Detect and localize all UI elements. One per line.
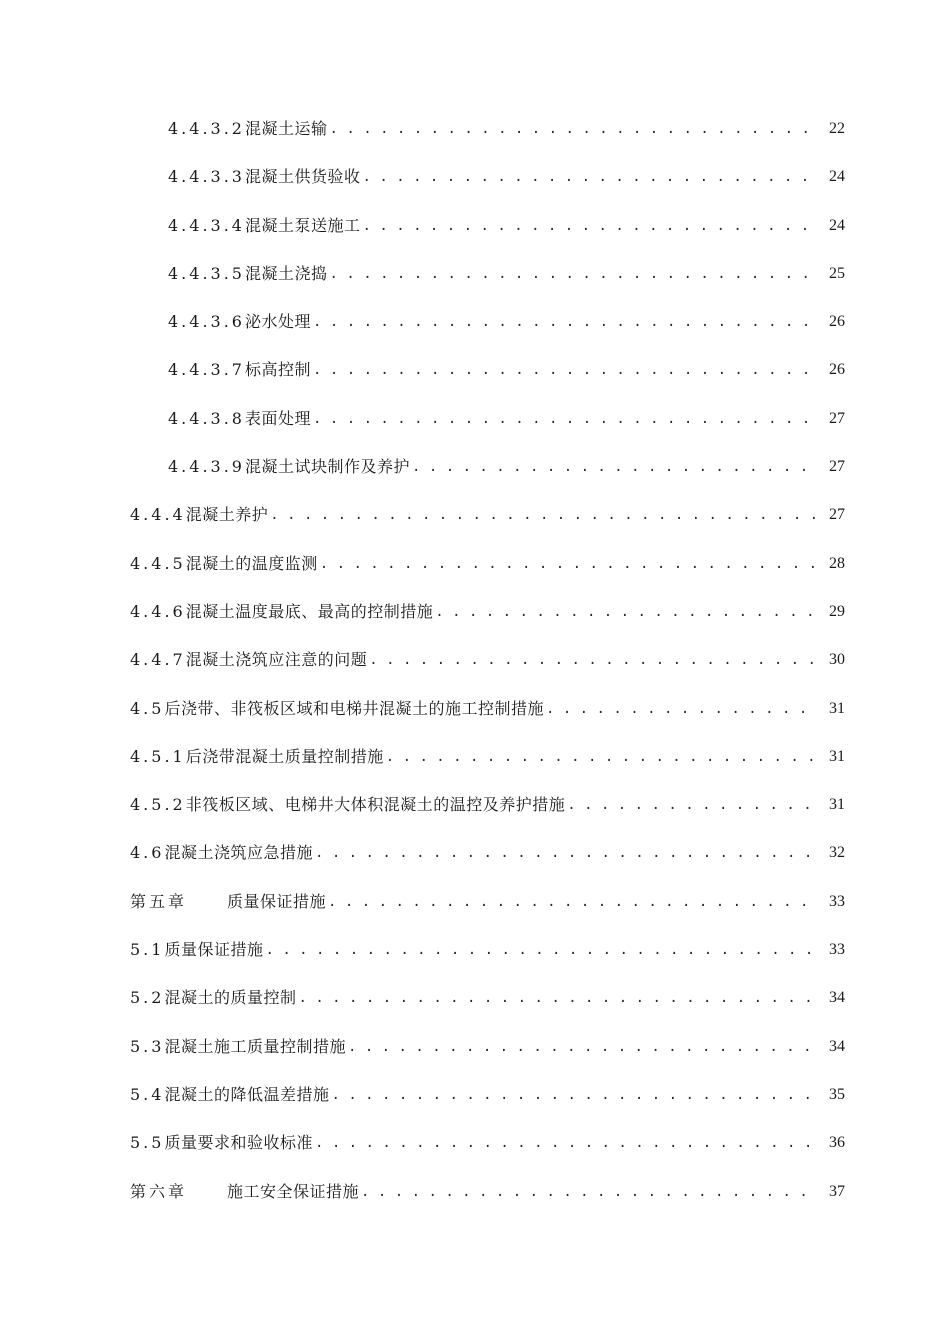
toc-entry-number: 4.4.6 — [130, 601, 186, 621]
toc-entry[interactable] — [0, 1130, 950, 1178]
toc-page-number: 26 — [829, 361, 845, 379]
toc-entry-title: 标高控制 — [244, 360, 311, 380]
toc-entry-title: 混凝土的质量控制 — [164, 988, 297, 1008]
toc-page-number: 35 — [829, 1085, 845, 1103]
toc-entry-number: 5.1 — [130, 940, 165, 960]
toc-entry-number: 5.3 — [130, 1036, 165, 1056]
toc-page-number: 25 — [829, 264, 845, 282]
toc-entry-number: 5.5 — [130, 1133, 165, 1153]
toc-page-number: 24 — [829, 216, 845, 234]
toc-page-number: 27 — [829, 506, 845, 524]
toc-entry[interactable] — [0, 599, 950, 647]
toc-dot-leader — [265, 937, 817, 963]
toc-page-number: 28 — [829, 554, 845, 572]
toc-entry[interactable] — [0, 164, 950, 212]
toc-page-number: 34 — [829, 1037, 845, 1055]
toc-entry[interactable] — [0, 1034, 950, 1082]
toc-entry-label — [130, 792, 565, 818]
toc-dot-leader — [270, 502, 817, 528]
toc-entry-title: 质量保证措施 — [164, 940, 264, 960]
toc-page-number: 34 — [829, 989, 845, 1007]
toc-dot-leader — [361, 1179, 817, 1205]
toc-entry[interactable] — [0, 840, 950, 888]
toc-dot-leader — [412, 454, 817, 480]
toc-entry-number: 第五章 — [130, 891, 188, 911]
toc-entry-title: 混凝土试块制作及养护 — [244, 457, 410, 477]
toc-entry-label — [168, 454, 410, 480]
toc-dot-leader — [331, 1082, 817, 1108]
toc-entry-label — [130, 744, 384, 770]
toc-dot-leader — [315, 840, 817, 866]
toc-entry-label — [130, 937, 263, 963]
toc-entry-label — [130, 599, 433, 625]
toc-page-number: 36 — [829, 1134, 845, 1152]
toc-entry-title: 混凝土浇筑应注意的问题 — [185, 650, 368, 670]
toc-entry[interactable] — [0, 116, 950, 164]
toc-entry-number: 第六章 — [130, 1181, 188, 1201]
toc-entry-title: 质量要求和验收标准 — [164, 1133, 313, 1153]
toc-dot-leader — [435, 599, 817, 625]
toc-page-number: 29 — [829, 602, 845, 620]
toc-entry-number: 4.5 — [130, 698, 165, 718]
toc-entry[interactable] — [0, 502, 950, 550]
toc-entry-title: 泌水处理 — [244, 312, 311, 332]
toc-entry-label — [168, 261, 328, 287]
toc-entry-label — [130, 696, 544, 722]
toc-entry-title: 质量保证措施 — [227, 891, 327, 911]
toc-dot-leader — [328, 889, 817, 915]
toc-entry-number: 4.4.3.7 — [168, 360, 245, 380]
toc-entry-number: 4.6 — [130, 843, 165, 863]
toc-entry-label — [130, 1179, 359, 1205]
toc-entry-title: 混凝土运输 — [244, 119, 328, 138]
toc-entry[interactable] — [0, 551, 950, 599]
toc-page-number: 24 — [829, 168, 845, 186]
toc-entry-number: 4.4.3.2 — [168, 119, 245, 138]
toc-entry-number: 4.4.3.6 — [168, 312, 245, 332]
toc-entry[interactable] — [0, 889, 950, 937]
toc-entry-label — [130, 1130, 313, 1156]
toc-entry-number: 4.4.7 — [130, 650, 186, 670]
toc-entry-number: 4.4.3.5 — [168, 263, 245, 283]
toc-entry-label — [168, 309, 311, 335]
toc-entry[interactable] — [0, 937, 950, 985]
toc-entry-label — [130, 647, 367, 673]
toc-entry-number: 4.5.1 — [130, 746, 186, 766]
toc-entry-number: 4.4.3.8 — [168, 408, 245, 428]
toc-entry-title: 混凝土的温度监测 — [185, 553, 318, 573]
toc-entry-number: 4.4.3.9 — [168, 457, 245, 477]
toc-entry-title: 混凝土养护 — [185, 505, 269, 525]
toc-entry-title: 施工安全保证措施 — [227, 1181, 360, 1201]
toc-entry-number: 4.4.4 — [130, 505, 186, 525]
toc-entry[interactable] — [0, 357, 950, 405]
toc-dot-leader — [348, 1034, 817, 1060]
toc-entry-title: 表面处理 — [244, 408, 311, 428]
toc-page-number: 30 — [829, 651, 845, 669]
toc-dot-leader — [546, 696, 817, 722]
toc-entry-number: 4.4.5 — [130, 553, 186, 573]
toc-entry-label — [130, 551, 318, 577]
toc-entry-number: 4.5.2 — [130, 795, 186, 815]
toc-entry[interactable] — [0, 261, 950, 309]
toc-dot-leader — [567, 792, 817, 818]
toc-entry-label — [130, 985, 296, 1011]
toc-dot-leader — [369, 647, 817, 673]
toc-page-number: 27 — [829, 458, 845, 476]
toc-entry-title: 混凝土泵送施工 — [244, 215, 361, 235]
toc-page-number: 33 — [829, 892, 845, 910]
toc-dot-leader — [313, 309, 817, 335]
table-of-contents — [0, 116, 950, 1227]
toc-entry-label — [130, 502, 268, 528]
toc-entry-label — [168, 213, 361, 239]
toc-entry[interactable] — [0, 647, 950, 695]
toc-page-number: 37 — [829, 1182, 845, 1200]
toc-dot-leader — [330, 261, 818, 287]
toc-entry-label — [130, 840, 313, 866]
toc-dot-leader — [298, 985, 817, 1011]
toc-entry[interactable] — [0, 454, 950, 502]
toc-entry[interactable] — [0, 1179, 950, 1227]
toc-entry-label — [130, 1082, 329, 1108]
toc-entry-number: 5.4 — [130, 1084, 165, 1104]
toc-entry[interactable] — [0, 309, 950, 357]
toc-entry-title: 后浇带、非筏板区域和电梯井混凝土的施工控制措施 — [164, 698, 544, 718]
toc-entry[interactable] — [0, 213, 950, 261]
toc-dot-leader — [363, 164, 818, 190]
toc-dot-leader — [313, 357, 817, 383]
toc-entry[interactable] — [0, 696, 950, 744]
toc-entry[interactable] — [0, 792, 950, 840]
toc-entry-number: 5.2 — [130, 988, 165, 1008]
toc-entry[interactable] — [0, 406, 950, 454]
toc-page-number: 32 — [829, 844, 845, 862]
toc-entry[interactable] — [0, 985, 950, 1033]
toc-dot-leader — [320, 551, 817, 577]
toc-dot-leader — [313, 406, 817, 432]
toc-entry[interactable] — [0, 744, 950, 792]
toc-dot-leader — [330, 116, 818, 142]
toc-entry-title: 混凝土供货验收 — [244, 167, 361, 187]
toc-entry-label — [168, 406, 311, 432]
toc-entry-title: 混凝土温度最底、最高的控制措施 — [185, 601, 434, 621]
toc-entry-number: 4.4.3.3 — [168, 167, 245, 187]
toc-dot-leader — [386, 744, 817, 770]
toc-dot-leader — [363, 213, 818, 239]
toc-dot-leader — [315, 1130, 817, 1156]
toc-entry-label — [168, 164, 361, 190]
toc-entry-title: 混凝土浇筑应急措施 — [164, 843, 313, 863]
toc-entry-label — [130, 889, 326, 915]
toc-page-number: 31 — [829, 747, 845, 765]
toc-page-number: 27 — [829, 409, 845, 427]
toc-page-number: 26 — [829, 313, 845, 331]
toc-entry-label — [168, 357, 311, 383]
toc-entry-title: 混凝土浇捣 — [244, 263, 328, 283]
toc-entry-title: 混凝土的降低温差措施 — [164, 1084, 330, 1104]
toc-page-number: 31 — [829, 699, 845, 717]
toc-entry-title: 后浇带混凝土质量控制措施 — [185, 746, 384, 766]
toc-entry[interactable] — [0, 1082, 950, 1130]
toc-entry-title: 非筏板区域、电梯井大体积混凝土的温控及养护措施 — [185, 795, 566, 815]
toc-entry-title: 混凝土施工质量控制措施 — [164, 1036, 346, 1056]
toc-entry-label — [130, 1034, 346, 1060]
toc-page-number: 33 — [829, 941, 845, 959]
toc-entry-number: 4.4.3.4 — [168, 215, 245, 235]
toc-page-number: 31 — [829, 796, 845, 814]
toc-page-number: 22 — [829, 120, 845, 137]
toc-entry-label — [168, 116, 328, 142]
